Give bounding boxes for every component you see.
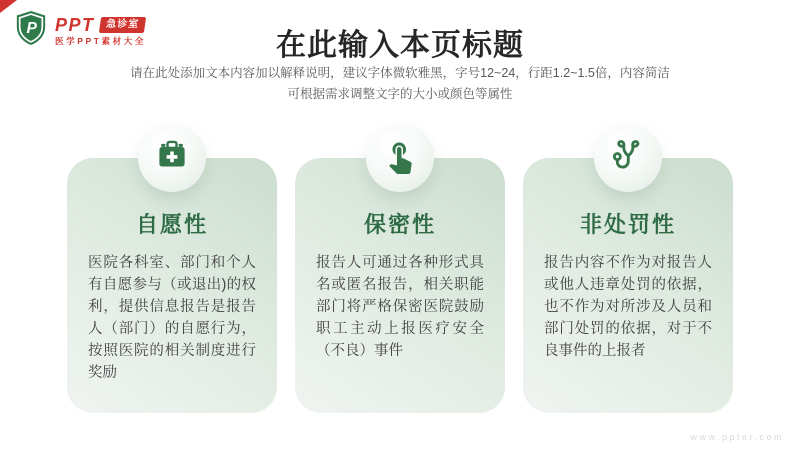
card-icon-circle — [138, 124, 206, 192]
card-icon-circle — [366, 124, 434, 192]
watermark: www.ppter.com — [690, 432, 784, 442]
brand-name: PPT — [55, 14, 95, 35]
brand-badge: 急诊室 — [98, 17, 145, 33]
card-confidential — [295, 158, 505, 413]
card-title: 非处罚性 — [579, 212, 676, 237]
card-icon-circle — [594, 124, 662, 192]
stethoscope-icon — [610, 138, 646, 179]
page-subtitle — [78, 63, 722, 106]
svg-text:P: P — [26, 19, 37, 37]
subtitle-line-1: 请在此处添加文本内容加以解释说明，建议字体微软雅黑，字号12~24，行距1.2~1.5倍，内容简洁 — [130, 66, 670, 80]
subtitle-line-2: 可根据需求调整文字的大小或颜色等属性 — [287, 87, 513, 102]
card-title: 保密性 — [363, 212, 436, 237]
card-body: 报告内容不作为对报告人或他人违章处罚的依据，也不作为对所涉及人员和部门处罚的依据，对于不良事件的上报者 — [544, 255, 712, 359]
card-body: 报告人可通过各种形式具名或匿名报告，相关职能部门将严格保密医院鼓励职工主动上报医疗安全（不良）事件 — [316, 255, 484, 359]
card-body: 医院各科室、部门和个人有自愿参与（或退出)的权利，提供信息报告是报告人（部门）的自愿行为，按照医院的相关制度进行奖励 — [88, 255, 256, 381]
brand-tagline: 医学PPT素材大全 — [55, 35, 146, 46]
first-aid-kit-icon — [154, 138, 190, 179]
tap-icon — [382, 138, 418, 179]
card-nonpunitive — [523, 158, 733, 413]
card-voluntary — [67, 158, 277, 413]
card-title: 自愿性 — [135, 212, 208, 237]
page-title: 在此输入本页标题 — [276, 29, 524, 62]
